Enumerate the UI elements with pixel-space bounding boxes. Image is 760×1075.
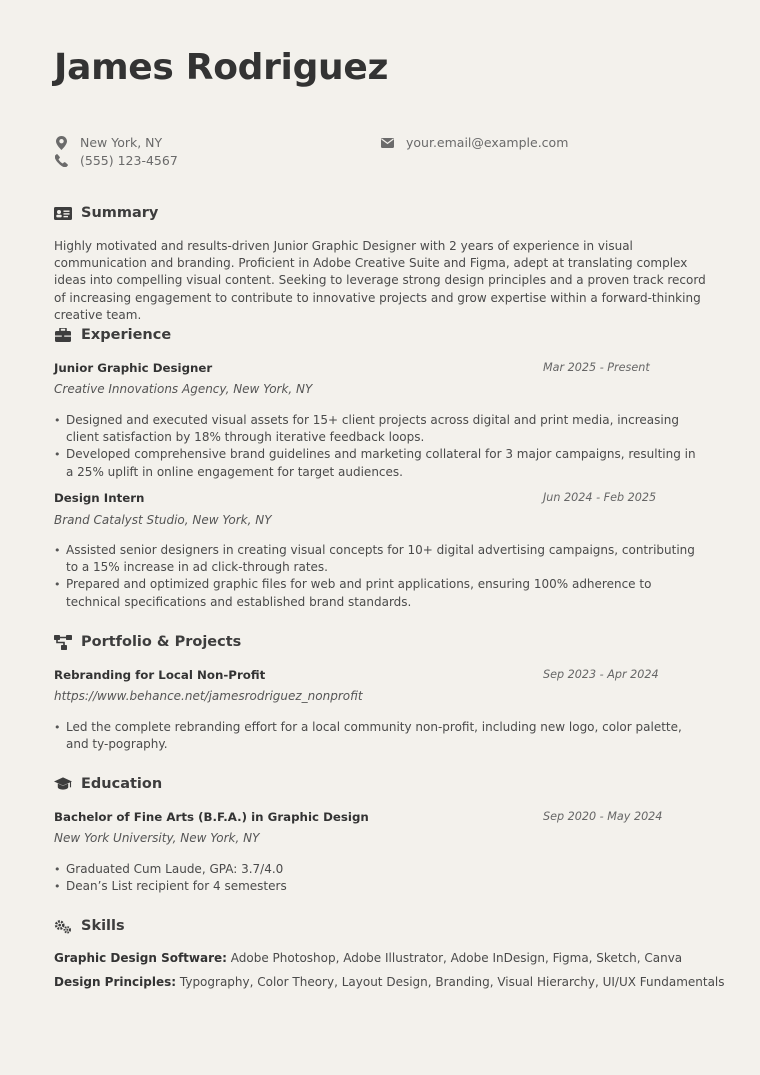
skill-value: Typography, Color Theory, Layout Design, Branding, Visual Hierarchy, UI/UX Fundamentals bbox=[179, 975, 725, 989]
project-bullets bbox=[54, 719, 706, 753]
envelope-icon bbox=[380, 136, 394, 150]
list-item: • Assisted senior designers in creating visual concepts for 10+ digital advertising campaigns, contributing to a 15% increase in ad click-through rates. bbox=[54, 542, 706, 576]
job-title: Design Intern bbox=[54, 491, 145, 505]
project-link[interactable]: https://www.behance.net/jamesrodriguez_nonprofit bbox=[54, 689, 363, 703]
email-link[interactable]: your.email@example.com bbox=[406, 135, 569, 150]
project-title: Rebranding for Local Non-Profit bbox=[54, 668, 266, 682]
summary-text: Highly motivated and results-driven Junior Graphic Designer with 2 years of experience in visual communication and branding. Proficient in Adobe Creative Suite and Figma, adept at translating complex ideas into compelling visual content. Seeking to leverage strong design principles and a proven track record of increasing engagement to contribute to innovative projects and grow expertise within a forward-thinking creative team. bbox=[54, 239, 706, 322]
skill-row bbox=[54, 975, 725, 989]
job-bullets bbox=[54, 412, 706, 481]
sitemap-icon bbox=[54, 634, 72, 650]
job-date: Mar 2025 - Present bbox=[543, 361, 650, 374]
skills-heading bbox=[54, 918, 125, 934]
list-item: • Graduated Cum Laude, GPA: 3.7/4.0 bbox=[54, 861, 706, 878]
job-bullets bbox=[54, 542, 706, 611]
contact-phone bbox=[54, 153, 178, 168]
experience-heading bbox=[54, 327, 171, 343]
skills-title: Skills bbox=[81, 918, 125, 934]
skill-label: Design Principles: bbox=[54, 975, 177, 989]
summary-title: Summary bbox=[81, 205, 159, 221]
skill-value: Adobe Photoshop, Adobe Illustrator, Adobe InDesign, Figma, Sketch, Canva bbox=[230, 951, 683, 965]
skill-label: Graphic Design Software: bbox=[54, 951, 227, 965]
list-item: • Dean’s List recipient for 4 semesters bbox=[54, 878, 706, 895]
briefcase-icon bbox=[54, 327, 72, 343]
school-name: New York University, New York, NY bbox=[54, 831, 260, 845]
contact-email bbox=[380, 135, 568, 150]
list-item: • Prepared and optimized graphic files for web and print applications, ensuring 100% adherence to technical specifications and established brand standards. bbox=[54, 576, 706, 610]
portfolio-title: Portfolio & Projects bbox=[81, 634, 242, 650]
degree-date: Sep 2020 - May 2024 bbox=[543, 810, 663, 823]
map-marker-icon bbox=[54, 136, 68, 150]
skill-row bbox=[54, 951, 682, 965]
job-date: Jun 2024 - Feb 2025 bbox=[543, 491, 657, 504]
graduation-cap-icon bbox=[54, 776, 72, 792]
education-bullets bbox=[54, 861, 706, 895]
project-date: Sep 2023 - Apr 2024 bbox=[543, 668, 659, 681]
contact-location bbox=[54, 135, 162, 150]
gears-icon bbox=[54, 918, 72, 934]
degree-title: Bachelor of Fine Arts (B.F.A.) in Graphic Design bbox=[54, 810, 369, 824]
location-text: New York, NY bbox=[80, 135, 163, 150]
job-company: Brand Catalyst Studio, New York, NY bbox=[54, 513, 272, 527]
list-item: • Developed comprehensive brand guidelines and marketing collateral for 3 major campaigns, resulting in a 25% uplift in online engagement for target audiences. bbox=[54, 446, 706, 480]
job-title: Junior Graphic Designer bbox=[54, 361, 213, 375]
list-item: • Designed and executed visual assets for 15+ client projects across digital and print media, increasing client satisfaction by 18% through iterative feedback loops. bbox=[54, 412, 706, 446]
education-heading bbox=[54, 776, 162, 792]
experience-title: Experience bbox=[81, 327, 172, 343]
summary-heading bbox=[54, 205, 158, 221]
education-title: Education bbox=[81, 776, 163, 792]
candidate-name: James Rodriguez bbox=[54, 47, 389, 88]
phone-icon bbox=[54, 154, 68, 168]
portfolio-heading bbox=[54, 634, 241, 650]
phone-text: (555) 123-4567 bbox=[80, 153, 178, 168]
job-company: Creative Innovations Agency, New York, NY bbox=[54, 382, 313, 396]
id-card-icon bbox=[54, 205, 72, 221]
list-item: • Led the complete rebranding effort for a local community non-profit, including new logo, color palette, and ty-pography. bbox=[54, 719, 706, 753]
